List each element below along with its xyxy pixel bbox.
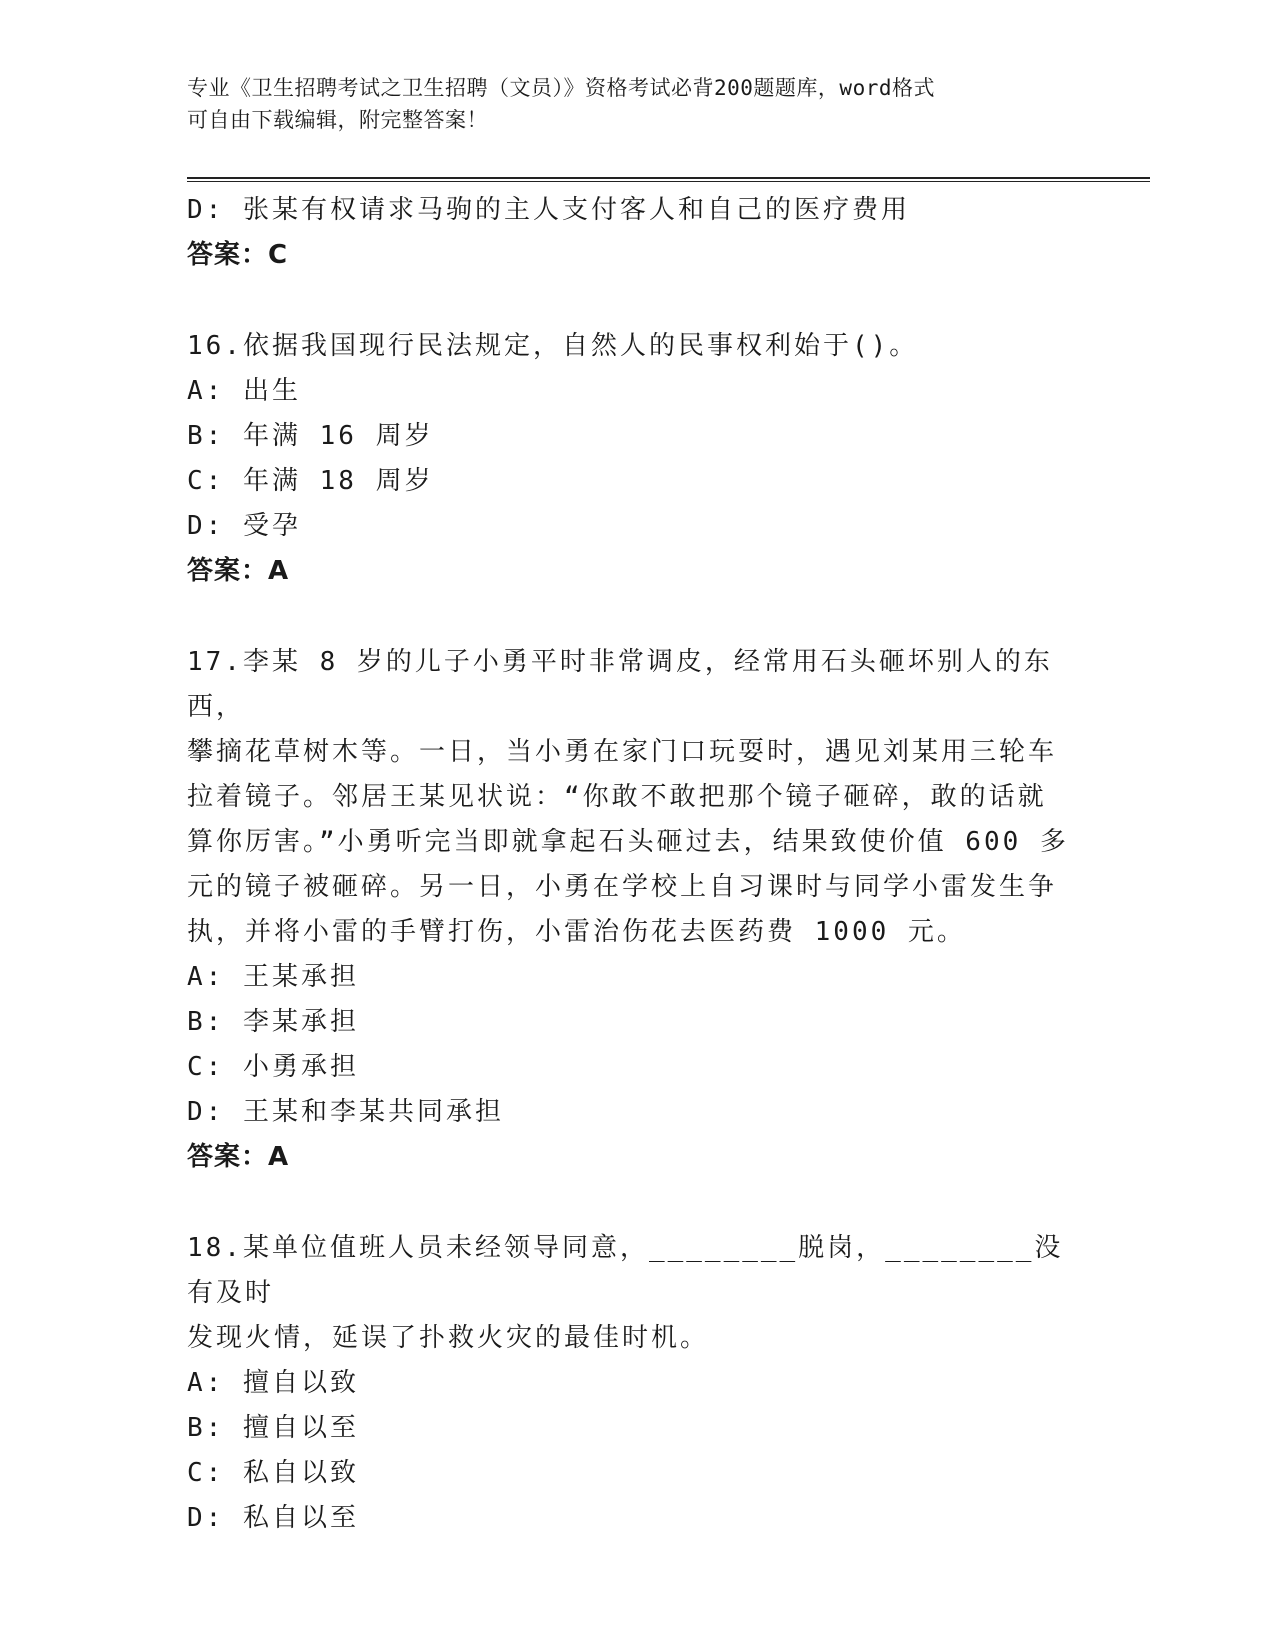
question-17-option-d: D: 王某和李某共同承担 (187, 1097, 504, 1127)
question-16-option-c: C: 年满 18 周岁 (187, 466, 434, 496)
question-17-stem-line: 攀摘花草树木等。一日，当小勇在家门口玩耍时，遇见刘某用三轮车 (187, 737, 1058, 767)
question-content (187, 188, 1087, 1541)
question-18-option-c: C: 私自以致 (187, 1458, 359, 1488)
question-16 (187, 324, 1087, 594)
question-18-option-a: A: 擅自以致 (187, 1368, 359, 1398)
prev-option-d: D: 张某有权请求马驹的主人支付客人和自己的医疗费用 (187, 195, 910, 225)
question-17-stem-line: 算你厉害。”小勇听完当即就拿起石头砸过去，结果致使价值 600 多 (187, 827, 1069, 857)
question-18-option-d: D: 私自以至 (187, 1503, 359, 1533)
question-17-answer: 答案：A (187, 1142, 290, 1172)
header-rule-thick (187, 177, 1150, 179)
question-17-stem-line: 17.李某 8 岁的儿子小勇平时非常调皮，经常用石头砸坏别人的东西， (187, 647, 1053, 722)
prev-answer: 答案：C (187, 240, 289, 270)
question-17-option-a: A: 王某承担 (187, 962, 359, 992)
header-line-2: 可自由下载编辑，附完整答案！ (187, 108, 488, 132)
page-header (187, 72, 1067, 136)
question-16-answer: 答案：A (187, 556, 290, 586)
question-16-option-d: D: 受孕 (187, 511, 301, 541)
question-17-stem-line: 元的镜子被砸碎。另一日，小勇在学校上自习课时与同学小雷发生争 (187, 872, 1058, 902)
question-16-option-b: B: 年满 16 周岁 (187, 421, 434, 451)
question-17-stem-line: 执，并将小雷的手臂打伤，小雷治伤花去医药费 1000 元。 (187, 917, 966, 947)
header-line-1: 专业《卫生招聘考试之卫生招聘（文员）》资格考试必背200题题库，word格式 (187, 76, 935, 100)
question-18 (187, 1226, 1087, 1541)
question-16-stem: 16.依据我国现行民法规定，自然人的民事权利始于()。 (187, 331, 919, 361)
question-17-option-c: C: 小勇承担 (187, 1052, 359, 1082)
question-18-stem-line: 18.某单位值班人员未经领导同意，________脱岗，________没有及时 (187, 1233, 1064, 1308)
question-17 (187, 640, 1087, 1180)
question-18-option-b: B: 擅自以至 (187, 1413, 359, 1443)
question-16-option-a: A: 出生 (187, 376, 301, 406)
question-17-stem-line: 拉着镜子。邻居王某见状说：“你敢不敢把那个镜子砸碎，敢的话就 (187, 782, 1047, 812)
question-18-stem-line: 发现火情，延误了扑救火灾的最佳时机。 (187, 1323, 710, 1353)
question-17-option-b: B: 李某承担 (187, 1007, 359, 1037)
header-rule-thin (187, 181, 1150, 182)
